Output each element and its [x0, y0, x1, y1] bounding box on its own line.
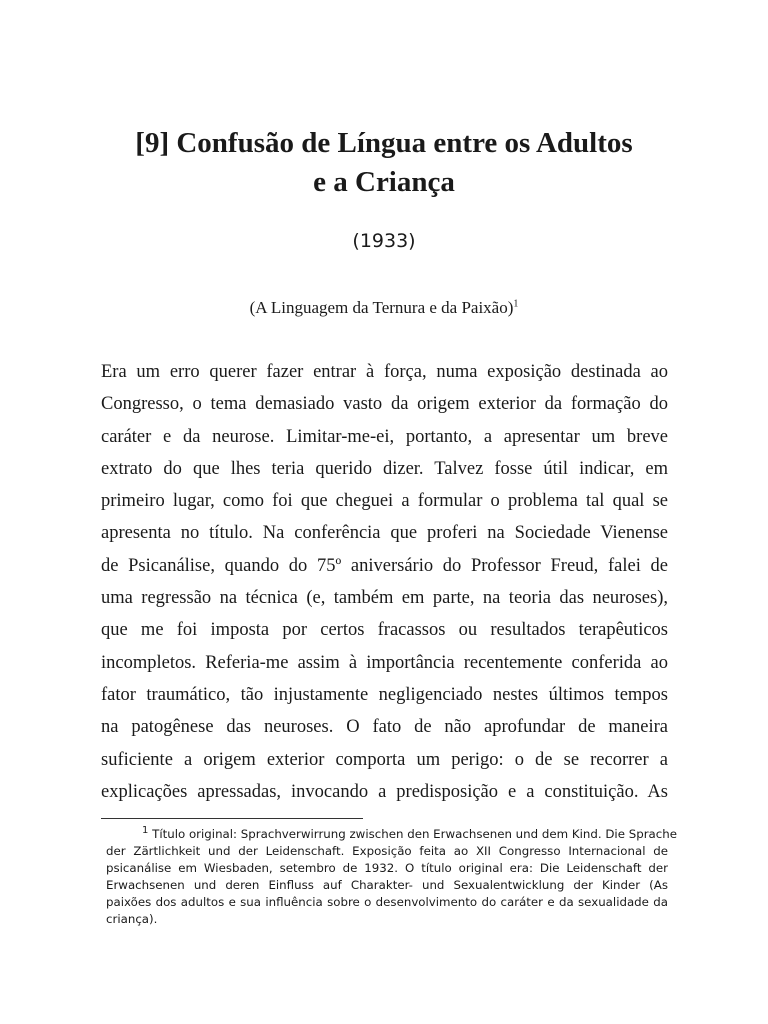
body-line: explicações apressadas, invocando a predisposição e a constituição. As	[101, 781, 668, 802]
footnote-reference: 1	[513, 298, 519, 310]
chapter-year: (1933)	[352, 230, 416, 252]
body-line: primeiro lugar, como foi que cheguei a formular o problema tal qual se	[101, 491, 668, 512]
body-line: que me foi imposta por certos fracassos ou resultados terapêuticos	[101, 620, 668, 641]
footnote-text: Título original: Sprachverwirrung zwischen den Erwachsenen und dem Kind. Die Sprache	[152, 827, 677, 841]
footnote-line	[106, 825, 677, 843]
body-line: de Psicanálise, quando do 75º aniversário do Professor Freud, falei de	[101, 555, 668, 576]
body-paragraph	[101, 356, 668, 808]
body-line: caráter e da neurose. Limitar-me-ei, portanto, a apresentar um breve	[101, 426, 668, 447]
body-line: incompletos. Referia-me assim à importância recentemente conferida ao	[101, 652, 668, 673]
footnote-number: 1	[142, 825, 149, 837]
footnote-line: psicanálise em Wiesbaden, setembro de 1932. O título original era: Die Leidenschaft der	[106, 861, 668, 875]
body-line: na patogênese das neuroses. O fato de não aprofundar de maneira	[101, 717, 668, 738]
chapter-title-line-2: e a Criança	[313, 166, 455, 198]
body-line: apresenta no título. Na conferência que proferi na Sociedade Vienense	[101, 523, 668, 544]
footnote-line: Erwachsenen und deren Einfluss auf Charakter- und Sexualentwicklung der Kinder (As	[106, 878, 668, 892]
body-line: extrato do que lhes teria querido dizer. Talvez fosse útil indicar, em	[101, 458, 668, 479]
footnote-line: criança).	[106, 912, 158, 926]
subtitle-text: (A Linguagem da Ternura e da Paixão)	[249, 298, 514, 317]
footnote-separator	[101, 818, 363, 819]
body-line: uma regressão na técnica (e, também em parte, na teoria das neuroses),	[101, 588, 668, 609]
footnote-line: der Zärtlichkeit und der Leidenschaft. Exposição feita ao XII Congresso Internacional de	[106, 844, 668, 858]
footnote	[106, 825, 677, 928]
footnote-line: paixões dos adultos e sua influência sobre o desenvolvimento do caráter e da sexualidade da	[106, 895, 668, 909]
body-line: Congresso, o tema demasiado vasto da origem exterior da formação do	[101, 394, 668, 415]
chapter-subtitle	[60, 298, 708, 318]
body-line: fator traumático, tão injustamente negligenciado nestes últimos tempos	[101, 684, 668, 705]
body-line: suficiente a origem exterior comporta um perigo: o de se recorrer a	[101, 749, 668, 770]
chapter-title-line-1: [9] Confusão de Língua entre os Adultos	[135, 127, 633, 159]
body-line: Era um erro querer fazer entrar à força, numa exposição destinada ao	[101, 362, 668, 382]
chapter-title	[60, 124, 708, 202]
